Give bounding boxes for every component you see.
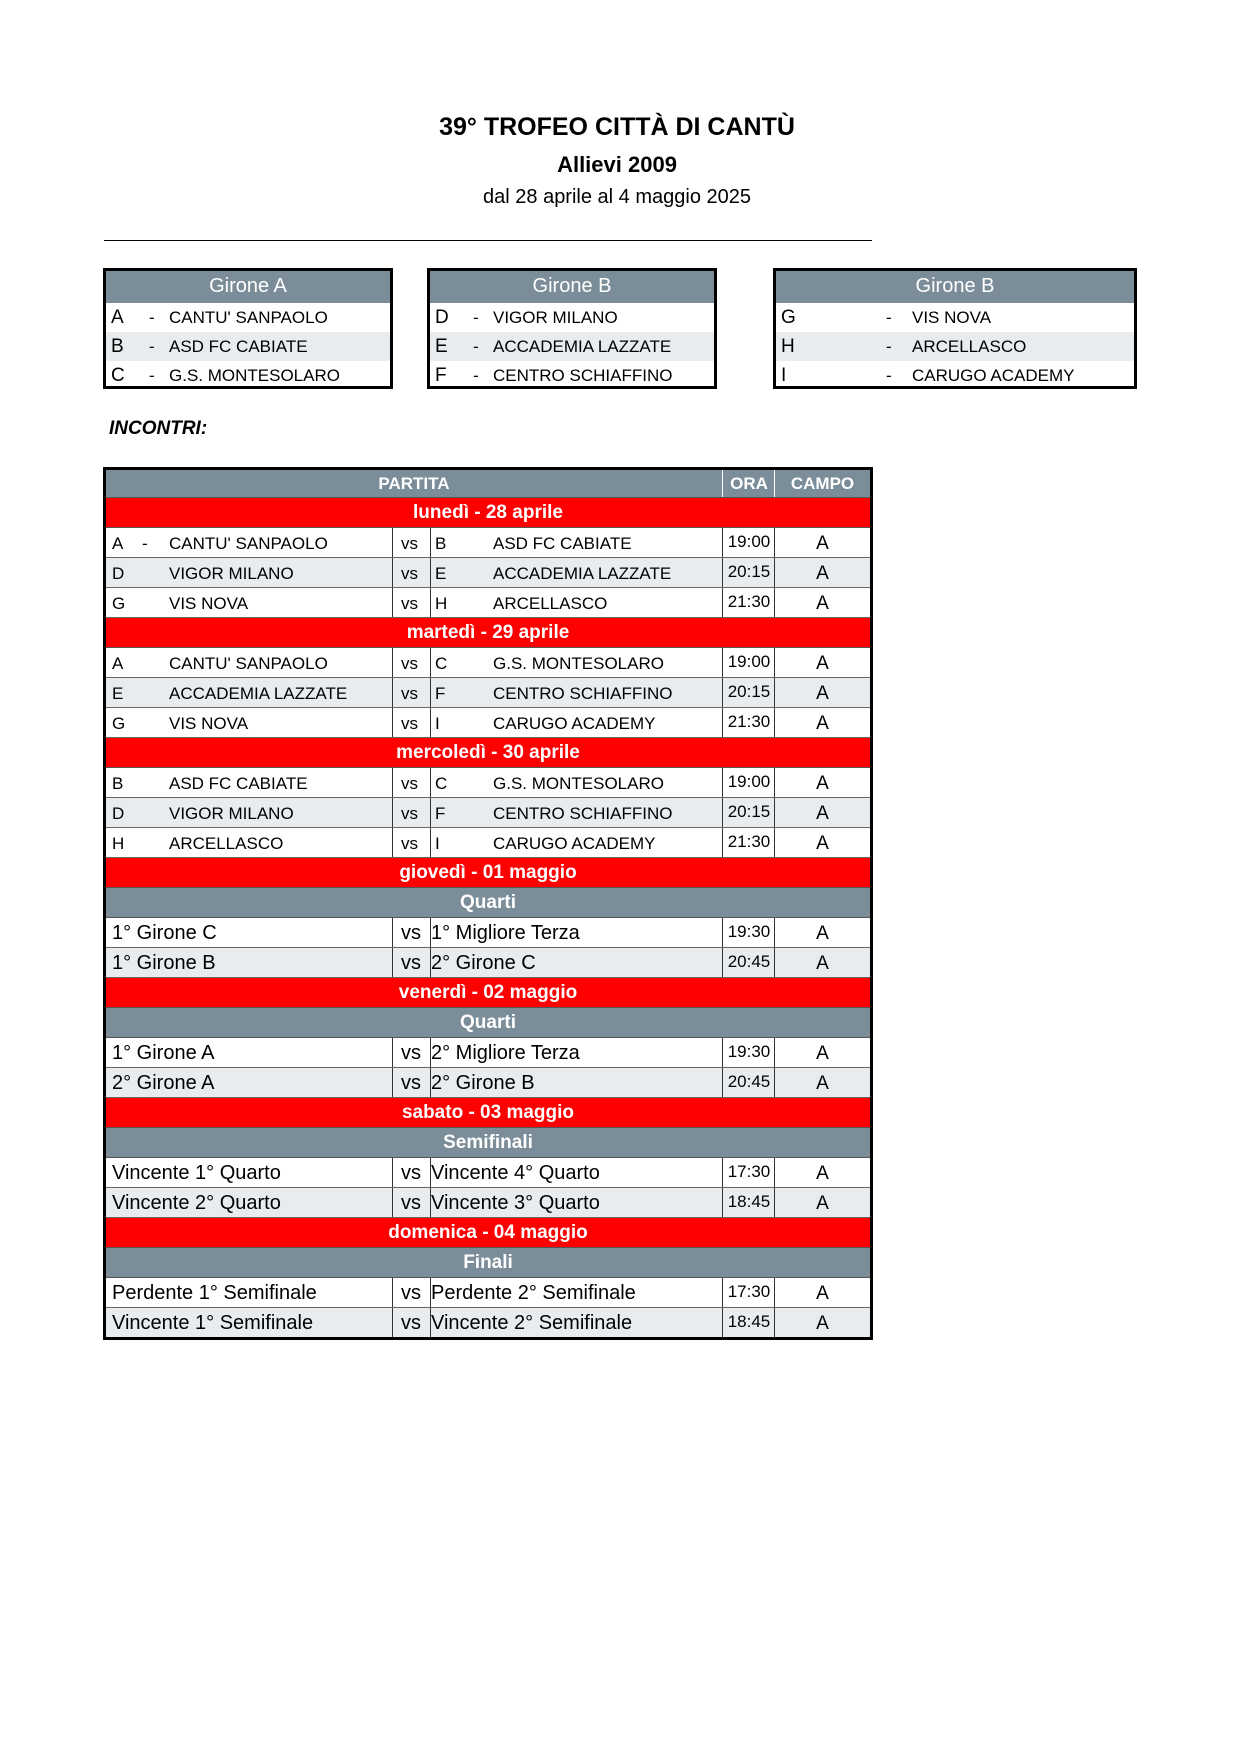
column-divider [774, 678, 775, 707]
vs-label: vs [401, 952, 421, 974]
away-team: CARUGO ACADEMY [493, 714, 656, 733]
match-row [106, 1308, 870, 1337]
team-dash: - [886, 366, 892, 385]
team-dash: - [149, 366, 155, 385]
column-divider [774, 1278, 775, 1307]
group-title: Girone B [430, 271, 714, 303]
match-time: 21:30 [727, 712, 771, 731]
home-team: VIGOR MILANO [169, 804, 294, 823]
team-name: CENTRO SCHIAFFINO [493, 366, 673, 385]
vs-label: vs [401, 714, 418, 733]
away-letter: I [435, 834, 440, 853]
match-row [106, 1188, 870, 1218]
column-divider [430, 588, 431, 617]
column-divider [430, 708, 431, 737]
group-team-row [776, 303, 1134, 332]
team-letter: E [435, 336, 448, 357]
team-letter: A [111, 307, 124, 328]
away-team: 2° Girone B [431, 1072, 535, 1094]
away-letter: C [435, 774, 448, 793]
match-time: 20:45 [727, 1072, 771, 1091]
home-letter: D [112, 804, 125, 823]
match-time: 18:45 [727, 1312, 771, 1331]
home-team: Vincente 1° Semifinale [112, 1312, 314, 1334]
team-dash: - [149, 308, 155, 327]
team-letter: D [435, 307, 449, 328]
column-divider [774, 948, 775, 977]
day-header: giovedì - 01 maggio [106, 858, 870, 888]
schedule-table [103, 467, 873, 1340]
column-divider [722, 648, 723, 677]
match-row [106, 948, 870, 978]
column-divider [430, 1038, 431, 1067]
match-campo: A [816, 923, 829, 944]
match-campo: A [816, 683, 829, 704]
match-row [106, 648, 870, 678]
home-letter: G [112, 714, 126, 733]
home-letter: B [112, 774, 124, 793]
column-divider [392, 1278, 393, 1307]
match-row [106, 1068, 870, 1098]
column-divider [774, 1158, 775, 1187]
match-time: 20:15 [727, 562, 771, 581]
day-header: domenica - 04 maggio [106, 1218, 870, 1248]
match-row [106, 1278, 870, 1308]
column-divider [430, 1188, 431, 1217]
day-header: mercoledì - 30 aprile [106, 738, 870, 768]
column-divider [430, 1308, 431, 1337]
match-campo: A [816, 1163, 829, 1184]
home-team: Perdente 1° Semifinale [112, 1282, 317, 1304]
vs-label: vs [401, 684, 418, 703]
match-row [106, 768, 870, 798]
home-team: VIS NOVA [169, 594, 249, 613]
column-divider [392, 1158, 393, 1187]
group-team-row [106, 361, 390, 390]
column-divider [722, 1188, 723, 1217]
away-team: CENTRO SCHIAFFINO [493, 684, 673, 703]
vs-label: vs [401, 654, 418, 673]
column-divider [722, 798, 723, 827]
group-box [427, 268, 717, 389]
match-campo: A [816, 1313, 829, 1334]
group-team-row [430, 303, 714, 332]
title-divider [104, 240, 872, 241]
header-ora: ORA [730, 474, 768, 493]
home-team: VIGOR MILANO [169, 564, 294, 583]
header-divider [774, 470, 775, 497]
column-divider [722, 768, 723, 797]
away-letter: H [435, 594, 448, 613]
column-divider [392, 798, 393, 827]
column-divider [392, 588, 393, 617]
away-team: ACCADEMIA LAZZATE [493, 564, 672, 583]
group-team-row [776, 361, 1134, 390]
match-time: 19:00 [727, 652, 771, 671]
column-divider [392, 768, 393, 797]
incontri-label: INCONTRI: [109, 418, 208, 439]
away-letter: F [435, 684, 446, 703]
column-divider [722, 828, 723, 857]
vs-label: vs [401, 594, 418, 613]
column-divider [392, 828, 393, 857]
column-divider [722, 1158, 723, 1187]
category-subtitle: Allievi 2009 [557, 152, 677, 177]
away-letter: I [435, 714, 440, 733]
away-team: Perdente 2° Semifinale [431, 1282, 636, 1304]
column-divider [774, 648, 775, 677]
home-letter: G [112, 594, 126, 613]
header-partita: PARTITA [378, 474, 450, 493]
column-divider [430, 768, 431, 797]
group-box [103, 268, 393, 389]
column-divider [430, 1068, 431, 1097]
away-letter: F [435, 804, 446, 823]
match-campo: A [816, 773, 829, 794]
home-team: 1° Girone A [112, 1042, 215, 1064]
match-time: 20:45 [727, 952, 771, 971]
column-divider [430, 528, 431, 557]
away-team: ARCELLASCO [493, 594, 608, 613]
match-time: 20:15 [727, 802, 771, 821]
match-row [106, 828, 870, 858]
match-time: 19:00 [727, 532, 771, 551]
column-divider [392, 1308, 393, 1337]
column-divider [392, 678, 393, 707]
vs-label: vs [401, 774, 418, 793]
match-campo: A [816, 803, 829, 824]
match-time: 18:45 [727, 1192, 771, 1211]
match-campo: A [816, 1043, 829, 1064]
column-divider [430, 1158, 431, 1187]
team-name: VIGOR MILANO [493, 308, 618, 327]
home-letter: E [112, 684, 124, 703]
home-letter: A [112, 534, 124, 553]
column-divider [430, 1278, 431, 1307]
away-team: CENTRO SCHIAFFINO [493, 804, 673, 823]
group-team-row [776, 332, 1134, 361]
home-dash: - [142, 534, 148, 553]
match-campo: A [816, 593, 829, 614]
column-divider [430, 558, 431, 587]
team-dash: - [473, 366, 479, 385]
date-range: dal 28 aprile al 4 maggio 2025 [483, 186, 751, 208]
match-campo: A [816, 953, 829, 974]
vs-label: vs [401, 1192, 421, 1214]
match-row [106, 588, 870, 618]
phase-header: Finali [106, 1248, 870, 1278]
home-team: 2° Girone A [112, 1072, 215, 1094]
team-name: VIS NOVA [912, 308, 992, 327]
column-divider [774, 1038, 775, 1067]
column-divider [722, 918, 723, 947]
home-team: 1° Girone B [112, 952, 216, 974]
home-team: Vincente 1° Quarto [112, 1162, 281, 1184]
vs-label: vs [401, 564, 418, 583]
column-divider [774, 588, 775, 617]
vs-label: vs [401, 1072, 421, 1094]
home-letter: H [112, 834, 125, 853]
match-row [106, 1038, 870, 1068]
page-title: 39° TROFEO CITTÀ DI CANTÙ [439, 113, 795, 141]
column-divider [774, 798, 775, 827]
match-row [106, 798, 870, 828]
away-team: Vincente 2° Semifinale [431, 1312, 633, 1334]
phase-header: Semifinali [106, 1128, 870, 1158]
column-divider [392, 1038, 393, 1067]
column-divider [722, 1308, 723, 1337]
team-dash: - [149, 337, 155, 356]
match-row [106, 918, 870, 948]
home-letter: A [112, 654, 124, 673]
vs-label: vs [401, 804, 418, 823]
away-team: 1° Migliore Terza [431, 922, 580, 944]
match-row [106, 528, 870, 558]
match-time: 17:30 [727, 1282, 771, 1301]
team-name: ARCELLASCO [912, 337, 1027, 356]
day-header: sabato - 03 maggio [106, 1098, 870, 1128]
column-divider [774, 558, 775, 587]
team-letter: C [111, 365, 125, 386]
group-title: Girone A [106, 271, 390, 303]
match-time: 17:30 [727, 1162, 771, 1181]
home-team: Vincente 2° Quarto [112, 1192, 281, 1214]
away-team: G.S. MONTESOLARO [493, 654, 664, 673]
column-divider [430, 648, 431, 677]
column-divider [392, 558, 393, 587]
away-team: ASD FC CABIATE [493, 534, 632, 553]
vs-label: vs [401, 534, 418, 553]
column-divider [774, 768, 775, 797]
match-row [106, 678, 870, 708]
column-divider [430, 948, 431, 977]
match-campo: A [816, 713, 829, 734]
vs-label: vs [401, 922, 421, 944]
away-letter: E [435, 564, 447, 583]
column-divider [722, 678, 723, 707]
column-divider [722, 948, 723, 977]
home-team: VIS NOVA [169, 714, 249, 733]
team-name: CANTU' SANPAOLO [169, 308, 328, 327]
group-team-row [430, 332, 714, 361]
match-time: 21:30 [727, 592, 771, 611]
team-dash: - [473, 337, 479, 356]
match-time: 20:15 [727, 682, 771, 701]
home-team: ACCADEMIA LAZZATE [169, 684, 348, 703]
column-divider [722, 528, 723, 557]
team-letter: G [781, 307, 796, 328]
team-name: G.S. MONTESOLARO [169, 366, 340, 385]
column-divider [722, 1038, 723, 1067]
match-time: 19:30 [727, 922, 771, 941]
team-letter: B [111, 336, 124, 357]
match-row [106, 708, 870, 738]
away-team: Vincente 4° Quarto [431, 1162, 600, 1184]
column-divider [392, 918, 393, 947]
away-team: Vincente 3° Quarto [431, 1192, 600, 1214]
vs-label: vs [401, 834, 418, 853]
match-campo: A [816, 653, 829, 674]
column-divider [722, 708, 723, 737]
column-divider [392, 528, 393, 557]
group-team-row [106, 303, 390, 332]
column-divider [774, 1068, 775, 1097]
home-team: CANTU' SANPAOLO [169, 534, 328, 553]
team-name: ASD FC CABIATE [169, 337, 308, 356]
home-team: ARCELLASCO [169, 834, 284, 853]
column-divider [430, 918, 431, 947]
column-divider [392, 708, 393, 737]
column-divider [774, 708, 775, 737]
team-name: CARUGO ACADEMY [912, 366, 1075, 385]
match-time: 19:00 [727, 772, 771, 791]
away-team: 2° Girone C [431, 952, 536, 974]
away-team: 2° Migliore Terza [431, 1042, 580, 1064]
match-row [106, 558, 870, 588]
group-title: Girone B [776, 271, 1134, 303]
team-dash: - [473, 308, 479, 327]
group-team-row [430, 361, 714, 390]
phase-header: Quarti [106, 1008, 870, 1038]
column-divider [430, 828, 431, 857]
column-divider [430, 678, 431, 707]
phase-header: Quarti [106, 888, 870, 918]
column-divider [774, 1308, 775, 1337]
schedule-header-row [106, 470, 870, 498]
column-divider [722, 1068, 723, 1097]
group-box [773, 268, 1137, 389]
match-campo: A [816, 533, 829, 554]
column-divider [392, 948, 393, 977]
day-header: lunedì - 28 aprile [106, 498, 870, 528]
match-time: 19:30 [727, 1042, 771, 1061]
header-campo: CAMPO [790, 474, 855, 493]
match-time: 21:30 [727, 832, 771, 851]
match-campo: A [816, 1073, 829, 1094]
column-divider [392, 648, 393, 677]
column-divider [392, 1188, 393, 1217]
team-dash: - [886, 337, 892, 356]
away-letter: B [435, 534, 447, 553]
match-campo: A [816, 833, 829, 854]
home-team: CANTU' SANPAOLO [169, 654, 328, 673]
schedule-body [106, 498, 870, 1337]
match-campo: A [816, 1193, 829, 1214]
vs-label: vs [401, 1042, 421, 1064]
team-name: ACCADEMIA LAZZATE [493, 337, 672, 356]
away-team: CARUGO ACADEMY [493, 834, 656, 853]
vs-label: vs [401, 1282, 421, 1304]
header-divider [722, 470, 723, 497]
vs-label: vs [401, 1312, 421, 1334]
column-divider [430, 798, 431, 827]
column-divider [774, 1188, 775, 1217]
team-letter: I [781, 365, 787, 386]
team-dash: - [886, 308, 892, 327]
away-team: G.S. MONTESOLARO [493, 774, 664, 793]
team-letter: H [781, 336, 795, 357]
column-divider [774, 828, 775, 857]
day-header: venerdì - 02 maggio [106, 978, 870, 1008]
column-divider [722, 558, 723, 587]
column-divider [774, 918, 775, 947]
match-campo: A [816, 1283, 829, 1304]
column-divider [774, 528, 775, 557]
home-team: ASD FC CABIATE [169, 774, 308, 793]
home-team: 1° Girone C [112, 922, 217, 944]
group-team-row [106, 332, 390, 361]
column-divider [392, 1068, 393, 1097]
match-campo: A [816, 563, 829, 584]
day-header: martedì - 29 aprile [106, 618, 870, 648]
team-letter: F [435, 365, 447, 386]
away-letter: C [435, 654, 448, 673]
column-divider [722, 588, 723, 617]
column-divider [722, 1278, 723, 1307]
vs-label: vs [401, 1162, 421, 1184]
match-row [106, 1158, 870, 1188]
home-letter: D [112, 564, 125, 583]
